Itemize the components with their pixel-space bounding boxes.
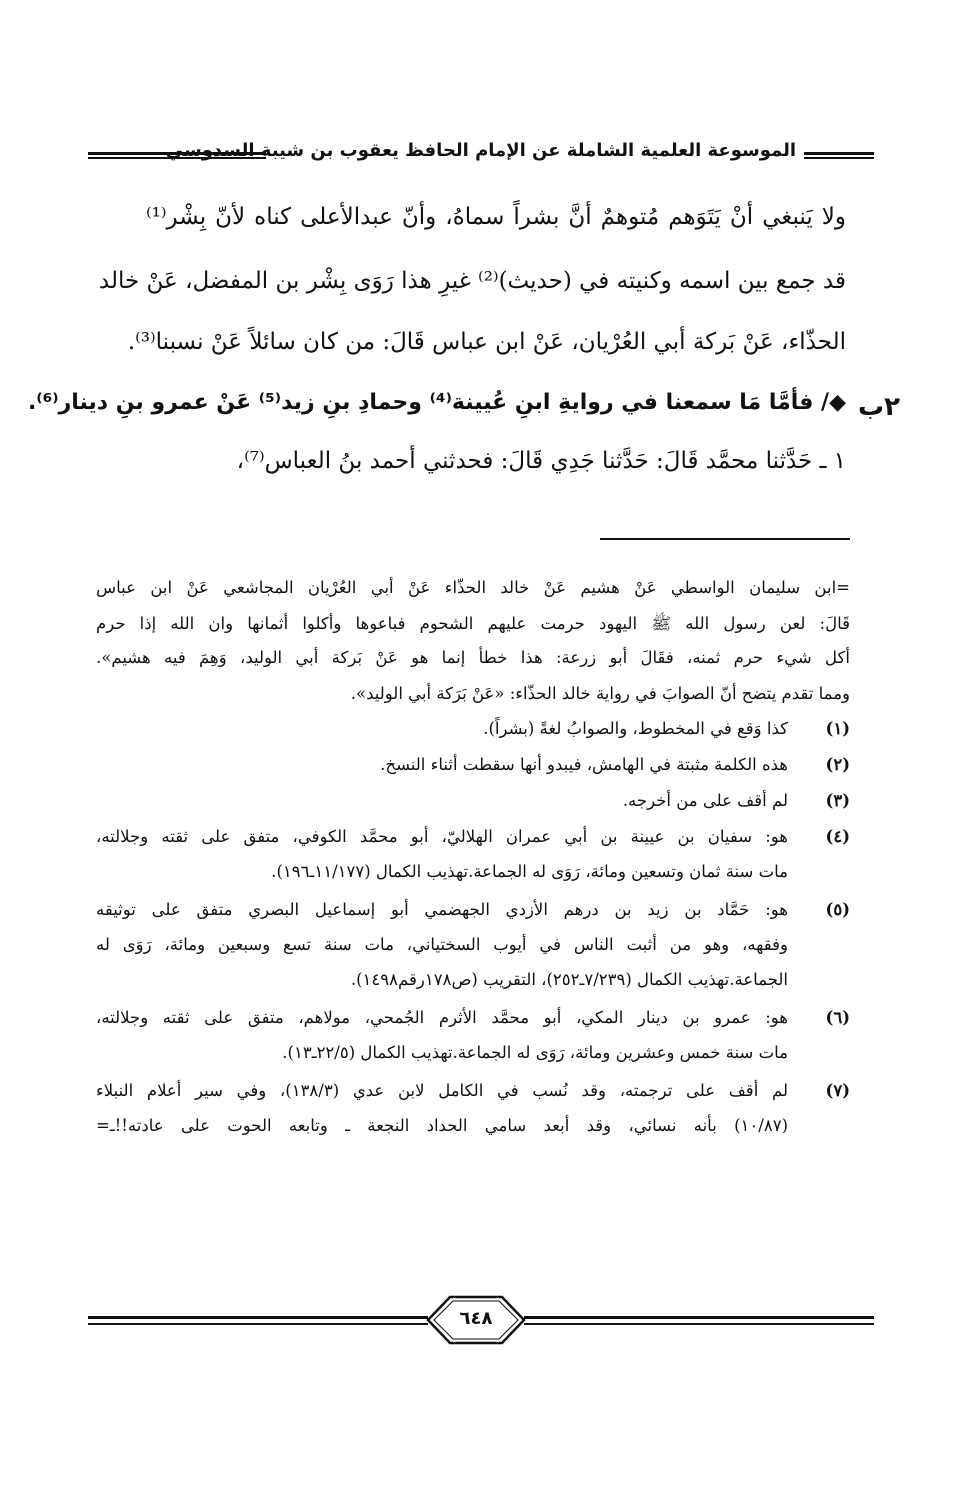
main-line-4-heading: ◆/ فأمَّا مَا سمعنا في روايةِ ابنِ عُيينة⁽⁴⁾ وحمادِ بنِ زيد⁽⁵⁾ عَنْ عمرو بنِ دينار⁽⁶⁾. xyxy=(27,390,846,415)
footnote-continuation-line: أكل شيء حرم ثمنه، فقَالَ أبو زرعة: هذا خطأ إنما هو عَنْ بَركة أبي الوليد، وَهِمَ فيه هشيم». xyxy=(96,648,850,667)
footnote-number: (٧) xyxy=(825,1081,850,1100)
main-line-1: ولا يَنبغي أنْ يَتَوَهم مُتوهمٌ أنَّ بشراً سماهُ، وأنّ عبدالأعلى كناه لأنّ بِشْر⁽¹⁾ xyxy=(146,204,846,230)
footnote-text: وفقهه، وهو من أثبت الناس في أيوب السختياني، مات سنة تسع وسبعين ومائة، رَوَى له xyxy=(96,935,788,954)
footnote-number: (٣) xyxy=(825,791,850,810)
footnote-text: هو: عمرو بن دينار المكي، أبو محمَّد الأثرم الجُمحي، مولاهم، متفق على ثقته وجلالته، xyxy=(96,1008,788,1027)
footer-rule-right xyxy=(524,1316,874,1325)
page-number-badge xyxy=(424,1294,528,1346)
main-line-5: ١ ـ حَدَّثنا محمَّد قَالَ: حَدَّثنا جَدِي قَالَ: فحدثني أحمد بنُ العباس⁽⁷⁾، xyxy=(236,448,846,474)
footnote-number: (٢) xyxy=(825,755,850,774)
main-line-3: الحذّاء، عَنْ بَركة أبي العُرْيان، عَنْ ابن عباس قَالَ: من كان سائلاً عَنْ نسبنا⁽³⁾. xyxy=(127,329,846,355)
footnote-text: الجماعة.تهذيب الكمال (٧/٢٣٩ـ٢٥٢)، التقريب (ص١٧٨رقم١٤٩٨). xyxy=(350,970,788,989)
footnote-number: (١) xyxy=(825,719,850,738)
folio-margin-note: ٢ب xyxy=(858,392,901,422)
footnote-text: هو: حَمَّاد بن زيد بن درهم الأزدي الجهضمي أبو إسماعيل البصري متفق على توثيقه xyxy=(96,900,788,919)
footnote-continuation-line: ومما تقدم يتضح أنّ الصوابَ في رواية خالد الحذّاء: «عَنْ بَرَكة أبي الوليد». xyxy=(350,684,850,703)
footnote-text: كذا وَقع في المخطوط، والصوابُ لغةً (بشراً). xyxy=(483,719,788,738)
main-line-2: قد جمع بين اسمه وكنيته في (حديث)⁽²⁾ غيرِ هذا رَوَى بِشْر بن المفضل، عَنْ خالد xyxy=(98,268,846,294)
footnote-text: لم أقف على من أخرجه. xyxy=(622,791,788,810)
running-header xyxy=(88,136,874,176)
footnote-text: مات سنة خمس وعشرين ومائة، رَوَى له الجماعة.تهذيب الكمال (٢٢/٥ـ١٣). xyxy=(282,1043,788,1062)
header-rule-right xyxy=(804,152,874,159)
footnote-continuation-line: =ابن سليمان الواسطي عَنْ هشيم عَنْ خالد الحذّاء عَنْ أبي العُرْيان المجاشعي عَنْ ابن عباس xyxy=(96,578,850,597)
footnote-separator xyxy=(600,538,850,540)
footnote-text: لم أقف على ترجمته، وقد نُسب في الكامل لابن عدي (١٣٨/٣)، وفي سير أعلام النبلاء xyxy=(96,1081,788,1100)
footer-rule-left xyxy=(88,1316,428,1325)
footnote-number: (٥) xyxy=(825,900,850,919)
page-number: ٦٤٨ xyxy=(459,1308,493,1329)
header-title: الموسوعة العلمية الشاملة عن الإمام الحافظ يعقوب بن شيبة السدوسي xyxy=(165,140,796,161)
page-footer xyxy=(88,1294,874,1348)
footnote-number: (٤) xyxy=(825,827,850,846)
footnote-text: هو: سفيان بن عيينة بن أبي عمران الهلاليّ، أبو محمَّد الكوفي، متفق على ثقته وجلالته، xyxy=(96,827,788,846)
footnote-text: هذه الكلمة مثبتة في الهامش، فيبدو أنها سقطت أثناء النسخ. xyxy=(380,755,788,774)
footnote-continuation-line: قَالَ: لعن رسول الله ﷺ اليهود حرمت عليهم الشحوم فباعوها وأكلوا أثمانها وان الله إذا حرم xyxy=(96,614,850,633)
footnote-text: (١٠/٨٧) بأنه نسائي، وقد أبعد سامي الحداد النجعة ـ وتابعه الحوت على عادته!!ـ= xyxy=(96,1116,788,1135)
footnote-text: مات سنة ثمان وتسعين ومائة، رَوَى له الجماعة.تهذيب الكمال (١١/١٧٧ـ١٩٦). xyxy=(271,862,788,881)
footnote-number: (٦) xyxy=(825,1008,850,1027)
